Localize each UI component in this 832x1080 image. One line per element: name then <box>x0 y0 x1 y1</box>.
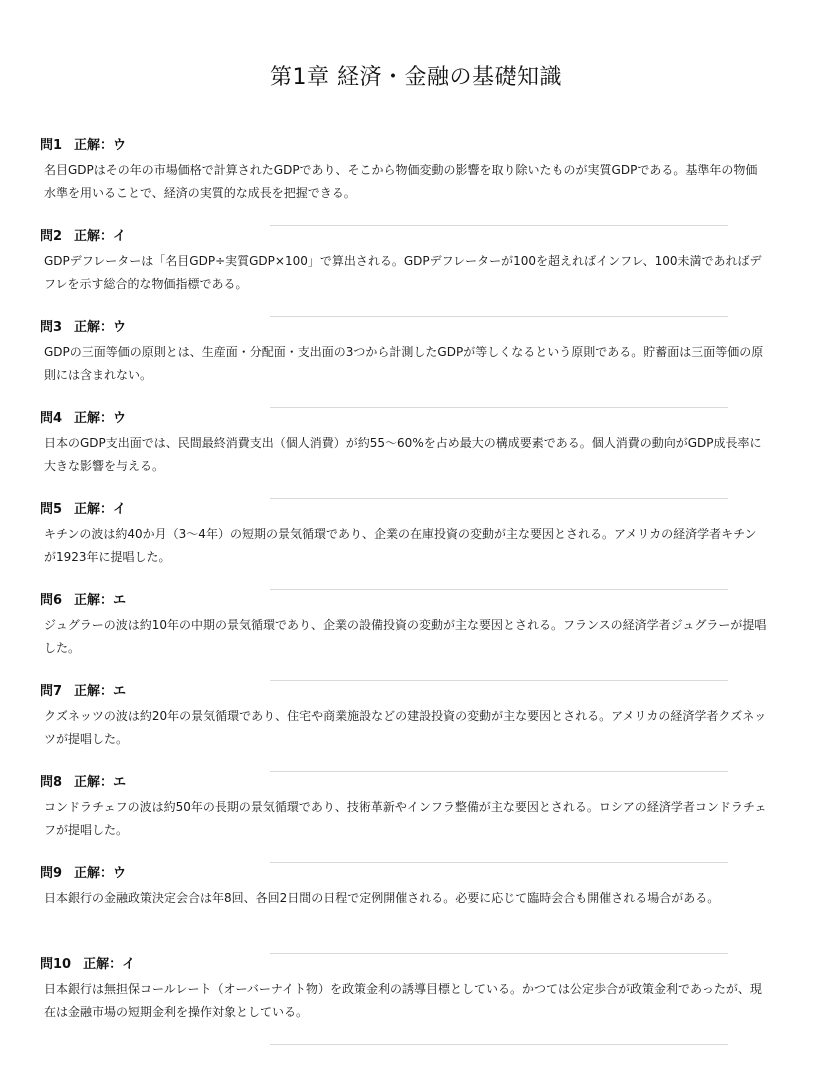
divider <box>270 680 728 681</box>
question-number: 問4 <box>40 411 63 426</box>
answer-heading <box>40 410 792 428</box>
answer-explanation: 日本のGDP支出面では、民間最終消費支出（個人消費）が約55〜60%を占め最大の構成要素である。個人消費の動向がGDP成長率に大きな影響を与える。 <box>44 436 762 473</box>
answer-item <box>40 410 792 501</box>
correct-answer: 正解：ウ <box>74 866 127 881</box>
divider <box>270 1044 728 1045</box>
question-number: 問8 <box>40 775 63 790</box>
answer-explanation: キチンの波は約40か月（3〜4年）の短期の景気循環であり、企業の在庫投資の変動が主な要因とされる。アメリカの経済学者キチンが1923年に提唱した。 <box>44 527 757 564</box>
answer-heading <box>40 501 792 519</box>
answer-explanation: 名目GDPはその年の市場価格で計算されたGDPであり、そこから物価変動の影響を取り除いたものが実質GDPである。基準年の物価水準を用いることで、経済の実質的な成長を把握できる。 <box>44 163 758 200</box>
answer-item <box>40 865 792 956</box>
question-number: 問1 <box>40 138 63 153</box>
divider <box>270 225 728 226</box>
answer-item <box>40 956 792 1047</box>
correct-answer: 正解：ウ <box>74 411 127 426</box>
question-number: 問6 <box>40 593 63 608</box>
question-number: 問3 <box>40 320 63 335</box>
answer-explanation: 日本銀行は無担保コールレート（オーバーナイト物）を政策金利の誘導目標としている。かつては公定歩合が政策金利であったが、現在は金融市場の短期金利を操作対象としている。 <box>44 982 762 1019</box>
answer-heading <box>40 228 792 246</box>
divider <box>270 407 728 408</box>
question-number: 問2 <box>40 229 63 244</box>
correct-answer: 正解：エ <box>74 775 127 790</box>
chapter-title: 第1章 経済・金融の基礎知識 <box>270 65 562 90</box>
answer-item <box>40 137 792 228</box>
answer-explanation: GDPの三面等価の原則とは、生産面・分配面・支出面の3つから計測したGDPが等しくなるという原則である。貯蓄面は三面等価の原則には含まれない。 <box>44 345 764 382</box>
divider <box>270 589 728 590</box>
answer-explanation: ジュグラーの波は約10年の中期の景気循環であり、企業の設備投資の変動が主な要因とされる。フランスの経済学者ジュグラーが提唱した。 <box>44 618 767 655</box>
answer-heading <box>40 774 792 792</box>
answer-explanation: クズネッツの波は約20年の景気循環であり、住宅や商業施設などの建設投資の変動が主な要因とされる。アメリカの経済学者クズネッツが提唱した。 <box>44 709 767 746</box>
answer-heading <box>40 137 792 155</box>
answer-heading <box>40 683 792 701</box>
correct-answer: 正解：イ <box>74 502 127 517</box>
divider <box>270 498 728 499</box>
question-number: 問7 <box>40 684 63 699</box>
correct-answer: 正解：イ <box>83 957 136 972</box>
answer-heading <box>40 956 792 974</box>
answer-heading <box>40 319 792 337</box>
answer-list <box>40 137 792 1047</box>
answer-explanation: GDPデフレーターは「名目GDP÷実質GDP×100」で算出される。GDPデフレーターが100を超えればインフレ、100未満であればデフレを示す総合的な物価指標である。 <box>44 254 762 291</box>
correct-answer: 正解：ウ <box>74 320 127 335</box>
answer-item <box>40 592 792 683</box>
divider <box>270 953 728 954</box>
question-number: 問10 <box>40 957 72 972</box>
correct-answer: 正解：イ <box>74 229 127 244</box>
answer-item <box>40 501 792 592</box>
correct-answer: 正解：エ <box>74 684 127 699</box>
answer-explanation: 日本銀行の金融政策決定会合は年8回、各回2日間の日程で定例開催される。必要に応じて臨時会合も開催される場合がある。 <box>44 891 720 905</box>
answer-item <box>40 774 792 865</box>
divider <box>270 771 728 772</box>
divider <box>270 316 728 317</box>
question-number: 問9 <box>40 866 63 881</box>
answer-item <box>40 319 792 410</box>
answer-heading <box>40 865 792 883</box>
correct-answer: 正解：エ <box>74 593 127 608</box>
divider <box>270 862 728 863</box>
question-number: 問5 <box>40 502 63 517</box>
answer-heading <box>40 592 792 610</box>
answer-item <box>40 228 792 319</box>
answer-explanation: コンドラチェフの波は約50年の長期の景気循環であり、技術革新やインフラ整備が主な要因とされる。ロシアの経済学者コンドラチェフが提唱した。 <box>44 800 767 837</box>
answer-item <box>40 683 792 774</box>
correct-answer: 正解：ウ <box>74 138 127 153</box>
